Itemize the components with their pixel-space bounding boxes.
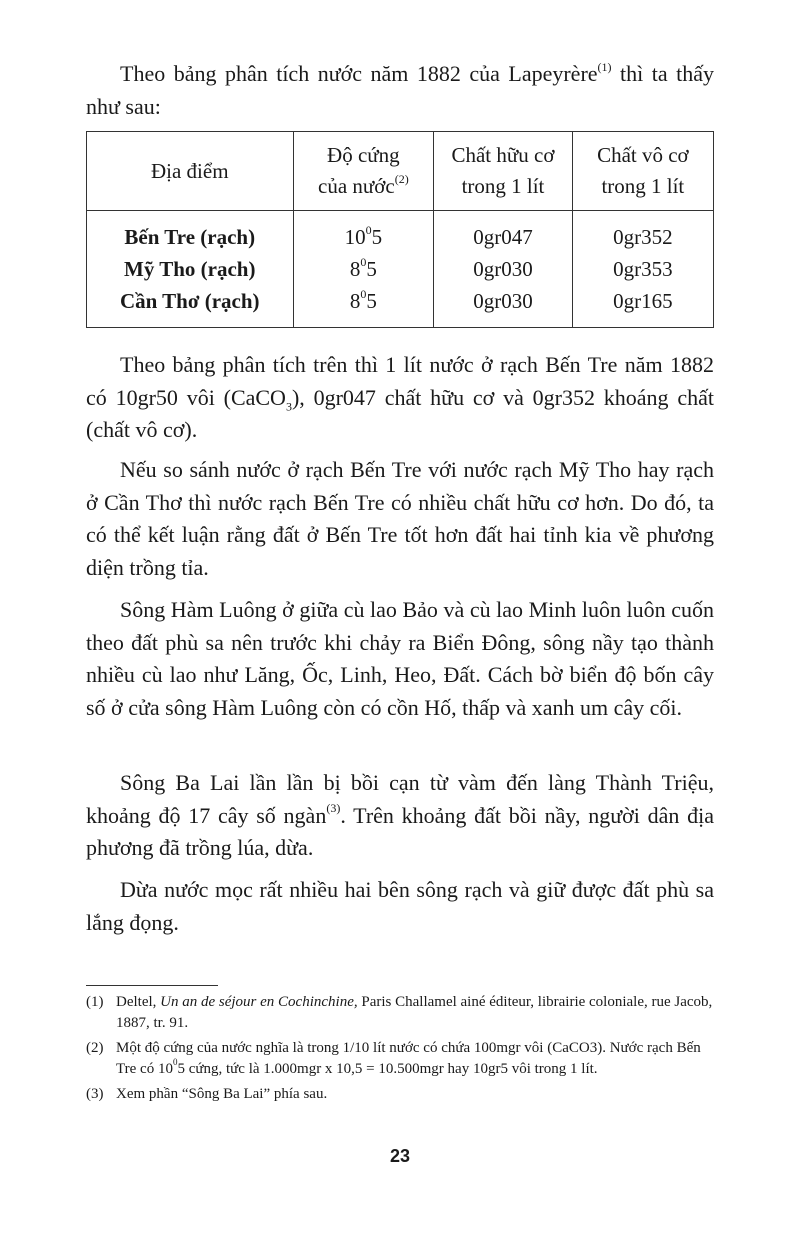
footnote-text: Một độ cứng của nước nghĩa là trong 1/10 lít nước có chứa 100mgr vôi (CaCO3). Nước rạch Bến Tre có $10^05$ cứng, tức là 1.000mgr x 10,5 = 10.500mgr hay 10gr5 vôi trong 1 lít. (116, 1040, 701, 1077)
intro-paragraph (86, 58, 714, 123)
cell-inorganic: 0gr353 (572, 253, 713, 285)
cell-place: Mỹ Tho (rạch) (87, 253, 294, 285)
cell-inorganic: 0gr352 (572, 211, 713, 254)
cell-hardness: $10^05$ (293, 211, 434, 254)
header-inorganic: Chất vô cơ trong 1 lít (572, 132, 713, 211)
cell-inorganic: 0gr165 (572, 285, 713, 328)
footnotes (86, 992, 714, 1110)
table-header-row (87, 132, 714, 211)
footnote-1 (86, 992, 714, 1033)
table-row (87, 211, 714, 254)
header-place: Địa điểm (87, 132, 294, 211)
footnote-2 (86, 1038, 714, 1079)
header-organic: Chất hữu cơ trong 1 lít (434, 132, 573, 211)
dua-nuoc-paragraph: Dừa nước mọc rất nhiều hai bên sông rạch và giữ được đất phù sa lắng đọng. (86, 877, 714, 935)
analysis-paragraph: Theo bảng phân tích trên thì 1 lít nước ở rạch Bến Tre năm 1882 có 10gr50 vôi (CaCO$_3$), 0gr047 chất hữu cơ và 0gr352 khoáng chất (chất vô cơ). (86, 352, 714, 442)
cell-hardness: $8^05$ (293, 253, 434, 285)
footnote-ref-1[interactable]: (1) (597, 59, 612, 74)
cell-organic: 0gr030 (434, 285, 573, 328)
footnote-number: (1) (86, 994, 104, 1010)
intro-text-end: thì ta thấy như sau: (86, 61, 714, 119)
footnote-number: (2) (86, 1040, 104, 1056)
footnote-ref-2[interactable]: (2) (394, 172, 409, 186)
table-row (87, 285, 714, 328)
footnote-text: Deltel, Un an de séjour en Cochinchine, Paris Challamel ainé éditeur, librairie coloniale, rue Jacob, 1887, tr. 91. (116, 994, 713, 1031)
header-hardness: Độ cứng của nước$^{(2)}$ (293, 132, 434, 211)
footnote-ref-3[interactable]: (3) (326, 801, 341, 816)
cell-place: Cần Thơ (rạch) (87, 285, 294, 328)
intro-text: Theo bảng phân tích nước năm 1882 của Lapeyrère (120, 61, 598, 86)
cell-place: Bến Tre (rạch) (87, 211, 294, 254)
table-row (87, 253, 714, 285)
ham-luong-paragraph: Sông Hàm Luông ở giữa cù lao Bảo và cù lao Minh luôn luôn cuốn theo đất phù sa nên trước khi chảy ra Biển Đông, sông nầy tạo thành nhiều cù lao như Lăng, Ốc, Linh, Heo, Đất. Cách bờ biển độ bốn cây số ở cửa sông Hàm Luông còn có cồn Hố, thấp và xanh um cây cối. (86, 597, 714, 720)
cell-organic: 0gr047 (434, 211, 573, 254)
cell-hardness: $8^05$ (293, 285, 434, 328)
footnote-divider (86, 985, 218, 986)
footnote-3 (86, 1084, 714, 1105)
cell-organic: 0gr030 (434, 253, 573, 285)
footnote-text: Xem phần “Sông Ba Lai” phía sau. (116, 1086, 328, 1102)
comparison-paragraph: Nếu so sánh nước ở rạch Bến Tre với nước rạch Mỹ Tho hay rạch ở Cần Thơ thì nước rạch Bến Tre có nhiều chất hữu cơ hơn. Do đó, ta có thể kết luận rằng đất ở Bến Tre tốt hơn đất hai tỉnh kia về phương diện trồng tỉa. (86, 457, 714, 580)
ba-lai-paragraph: Sông Ba Lai lần lần bị bồi cạn từ vàm đến làng Thành Triệu, khoảng độ 17 cây số ngàn$^{(3)}$. Trên khoảng đất bồi nầy, người dân địa phương đã trồng lúa, dừa. (86, 770, 715, 860)
page-number: 23 (389, 1146, 411, 1166)
water-analysis-table (86, 131, 714, 328)
footnote-number: (3) (86, 1086, 104, 1102)
